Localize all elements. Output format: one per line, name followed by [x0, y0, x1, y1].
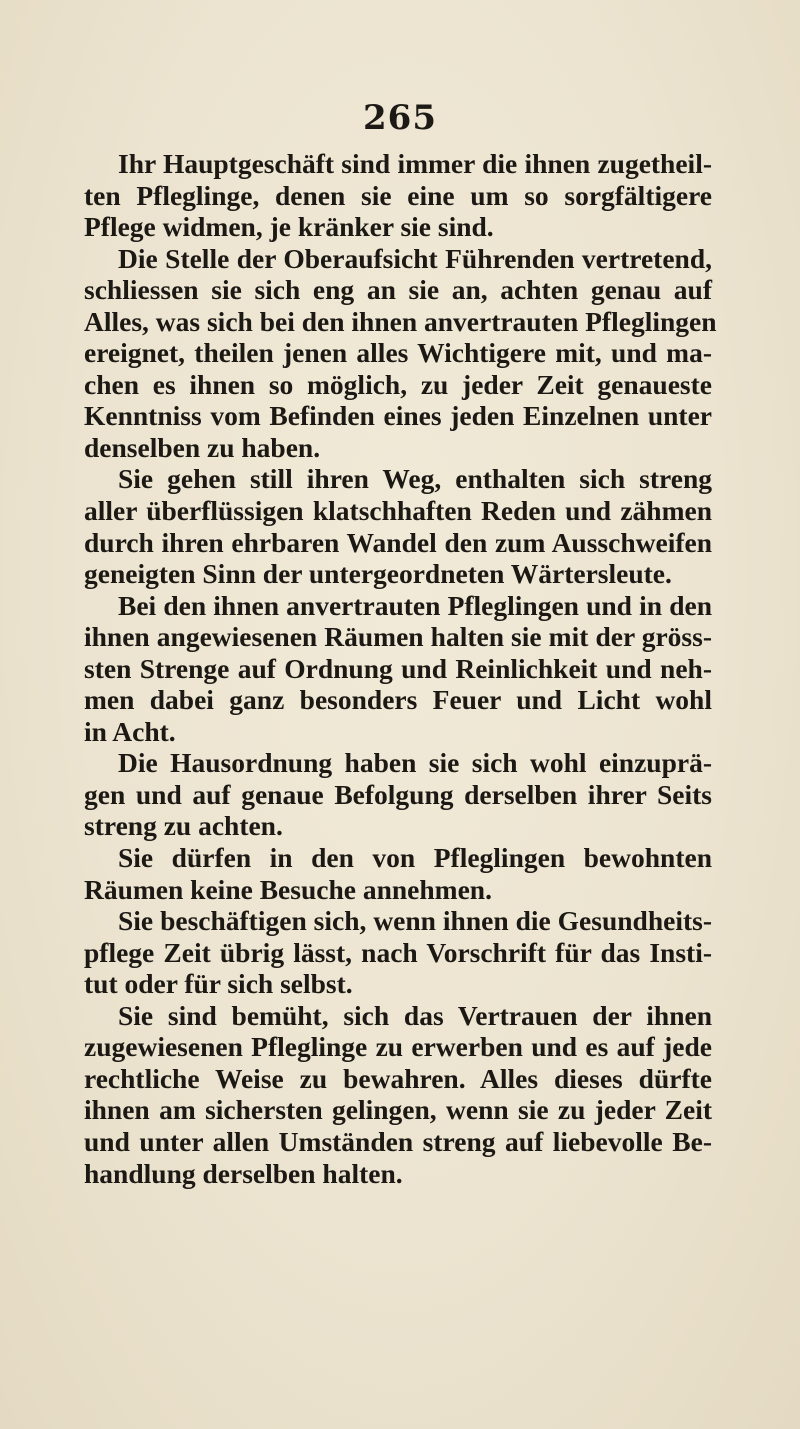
- text-line: Die Hausordnung haben sie sich wohl einzuprä-: [118, 747, 712, 779]
- text-line: geneigten Sinn der untergeordneten Wärtersleute.: [84, 558, 672, 590]
- text-line: ereignet, theilen jenen alles Wichtigere mit, und ma-: [84, 337, 712, 369]
- text-line: Räumen keine Besuche annehmen.: [84, 873, 492, 905]
- text-line: Sie gehen still ihren Weg, enthalten sich streng: [118, 463, 712, 495]
- text-line: Kenntniss vom Befinden eines jeden Einzelnen unter: [84, 400, 712, 432]
- body-text: [84, 148, 717, 1189]
- text-line: pflege Zeit übrig lässt, nach Vorschrift für das Insti-: [84, 936, 712, 968]
- text-line: men dabei ganz besonders Feuer und Licht wohl: [84, 684, 712, 716]
- text-line: ten Pfleglinge, denen sie eine um so sorgfältigere: [84, 179, 712, 211]
- text-line: schliessen sie sich eng an sie an, achten genau auf: [84, 274, 712, 306]
- text-line: aller überflüssigen klatschhaften Reden und zähmen: [84, 495, 712, 527]
- text-line: ihnen am sichersten gelingen, wenn sie zu jeder Zeit: [84, 1094, 712, 1126]
- text-line: streng zu achten.: [84, 810, 283, 842]
- text-line: in Acht.: [84, 715, 176, 747]
- text-line: rechtliche Weise zu bewahren. Alles dieses dürfte: [84, 1062, 712, 1094]
- text-line: Ihr Hauptgeschäft sind immer die ihnen zugetheil-: [118, 148, 712, 179]
- text-line: Sie sind bemüht, sich das Vertrauen der ihnen: [118, 999, 712, 1031]
- text-line: durch ihren ehrbaren Wandel den zum Ausschweifen: [84, 526, 712, 558]
- text-line: Alles, was sich bei den ihnen anvertrauten Pfleglingen: [84, 305, 717, 337]
- text-line: und unter allen Umständen streng auf liebevolle Be-: [84, 1125, 712, 1157]
- text-line: sten Strenge auf Ordnung und Reinlichkeit und neh-: [84, 652, 712, 684]
- text-line: Sie beschäftigen sich, wenn ihnen die Gesundheits-: [118, 905, 712, 937]
- text-line: tut oder für sich selbst.: [84, 968, 353, 1000]
- text-line: Sie dürfen in den von Pfleglingen bewohnten: [118, 842, 712, 874]
- text-line: handlung derselben halten.: [84, 1157, 403, 1189]
- text-line: denselben zu haben.: [84, 431, 321, 463]
- page-number: 265: [363, 98, 437, 138]
- text-line: Bei den ihnen anvertrauten Pfleglingen und in den: [118, 589, 712, 621]
- text-line: ihnen angewiesenen Räumen halten sie mit der gröss-: [84, 621, 712, 653]
- text-line: Pflege widmen, je kränker sie sind.: [84, 211, 494, 243]
- text-line: Die Stelle der Oberaufsicht Führenden vertretend,: [118, 242, 712, 274]
- text-line: gen und auf genaue Befolgung derselben ihrer Seits: [84, 778, 712, 810]
- text-line: chen es ihnen so möglich, zu jeder Zeit genaueste: [84, 368, 712, 400]
- text-line: zugewiesenen Pfleglinge zu erwerben und es auf jede: [84, 1031, 712, 1063]
